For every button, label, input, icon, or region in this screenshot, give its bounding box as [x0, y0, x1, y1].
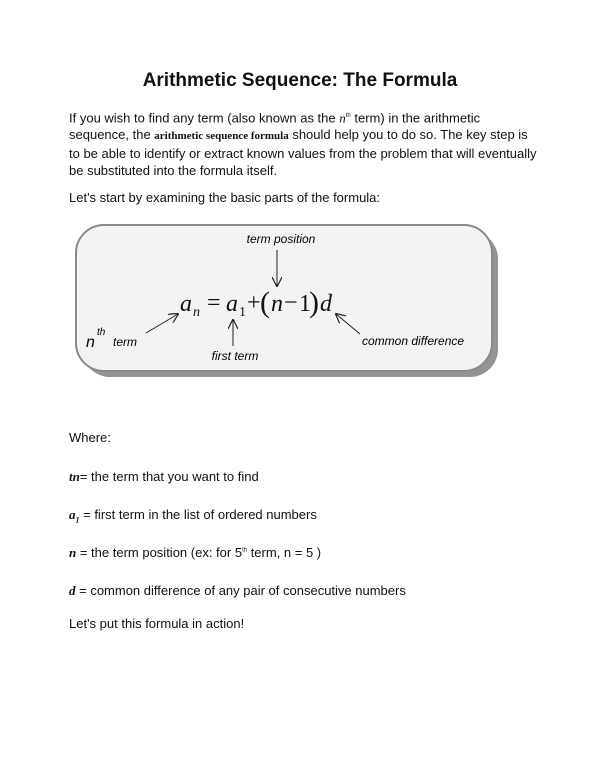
- label-common-difference: common difference: [362, 334, 465, 348]
- intro-paragraph: If you wish to find any term (also known as the $n^{th}$ term) in the arithmetic sequence, the arithmetic sequence formula should help you to do so. The key step is to be able to identify or extract known values from the problem that will eventually be substituted into the formula itself.: [69, 110, 537, 179]
- formula-plus: +: [247, 290, 261, 316]
- definition-tn: tn= the term that you want to find: [69, 469, 259, 484]
- formula-lparen: (: [260, 286, 270, 319]
- formula-minus: −: [284, 290, 298, 316]
- start-line: Let's start by examining the basic parts of the formula:: [69, 190, 381, 205]
- definition-n: n = the term position (ex: for 5th term, n = 5 ): [69, 545, 322, 560]
- definition-a1: $a_1$ = first term in the list of ordered numbers: [69, 507, 317, 525]
- definition-d: d = common difference of any pair of consecutive numbers: [69, 583, 406, 598]
- label-nth-term: term: [113, 335, 137, 349]
- formula-a-n: a: [180, 291, 192, 317]
- formula-d: d: [320, 291, 332, 317]
- formula-one: 1: [299, 291, 311, 317]
- closing-line: Let's put this formula in action!: [69, 616, 245, 631]
- formula-sub-1: 1: [239, 305, 246, 320]
- where-label: Where:: [69, 430, 111, 445]
- label-nth-n: n: [86, 334, 95, 351]
- page-title: Arithmetic Sequence: The Formula: [142, 70, 458, 91]
- label-first-term: first term: [211, 349, 259, 363]
- formula-rparen: ): [309, 286, 319, 319]
- formula-sub-n: n: [193, 305, 200, 320]
- label-term-position: term position: [246, 232, 316, 246]
- formula-n: n: [271, 291, 283, 317]
- label-nth-sup: th: [97, 327, 106, 338]
- formula-equals: =: [207, 290, 221, 316]
- formula-name: arithmetic sequence formula: [154, 130, 289, 143]
- formula-a-1: a: [226, 291, 238, 317]
- n-symbol: n: [339, 110, 346, 126]
